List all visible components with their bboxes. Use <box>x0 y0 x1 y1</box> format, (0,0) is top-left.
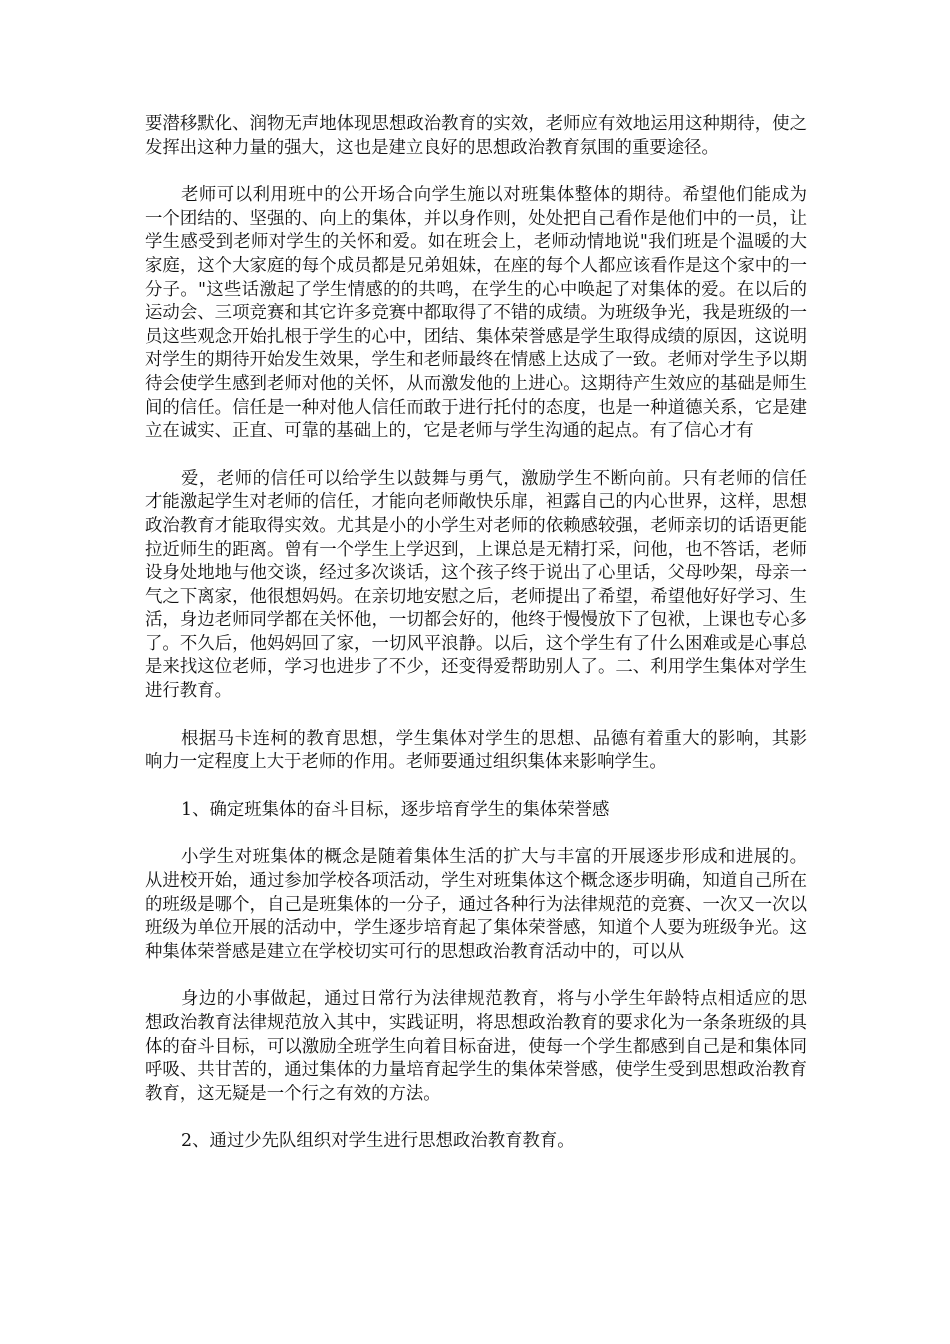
section-heading: 1、确定班集体的奋斗目标，逐步培育学生的集体荣誉感 <box>181 799 610 820</box>
section-heading: 2、通过少先队组织对学生进行思想政治教育教育。 <box>181 1131 575 1152</box>
paragraph: 身边的小事做起，通过日常行为法律规范教育，将与小学生年龄特点相适应的思想政治教育法律规范放入其中，实践证明，将思想政治教育的要求化为一条条班级的具体的奋斗目标，可以激励全班学生向着目标奋进，使每一个学生都感到自己是和集体同呼吸、共甘苦的，通过集体的力量培育起学生的集体荣誉感，使学生受到思想政治教育教育，这无疑是一个行之有效的方法。 <box>145 989 807 1104</box>
paragraph: 老师可以利用班中的公开场合向学生施以对班集体整体的期待。希望他们能成为一个团结的、坚强的、向上的集体，并以身作则，处处把自己看作是他们中的一员，让学生感受到老师对学生的关怀和爱。如在班会上，老师动情地说"我们班是个温暖的大家庭，这个大家庭的每个成员都是兄弟姐妹，在座的每个人都应该看作是这个家中的一分子。"这些话激起了学生情感的的共鸣，在学生的心中唤起了对集体的爱。在以后的运动会、三项竞赛和其它许多竞赛中都取得了不错的成绩。为班级争光，我是班级的一员这些观念开始扎根于学生的心中，团结、集体荣誉感是学生取得成绩的原因，这说明对学生的期待开始发生效果，学生和老师最终在情感上达成了一致。老师对学生予以期待会使学生感到老师对他的关怀，从而激发他的上进心。这期待产生效应的基础是师生间的信任。信任是一种对他人信任而敢于进行托付的态度，也是一种道德关系，它是建立在诚实、正直、可靠的基础上的，它是老师与学生沟通的起点。有了信心才有 <box>145 185 807 442</box>
paragraph: 小学生对班集体的概念是随着集体生活的扩大与丰富的开展逐步形成和进展的。从进校开始，通过参加学校各项活动，学生对班集体这个概念逐步明确，知道自己所在的班级是哪个，自己是班集体的一分子，通过各种行为法律规范的竞赛、一次又一次以班级为单位开展的活动中，学生逐步培育起了集体荣誉感，知道个人要为班级争光。这种集体荣誉感是建立在学校切实可行的思想政治教育活动中的，可以从 <box>145 847 807 962</box>
paragraph: 根据马卡连柯的教育思想，学生集体对学生的思想、品德有着重大的影响，其影响力一定程度上大于老师的作用。老师要通过组织集体来影响学生。 <box>145 728 807 773</box>
paragraph: 要潜移默化、润物无声地体现思想政治教育的实效，老师应有效地运用这种期待，使之发挥出这种力量的强大，这也是建立良好的思想政治教育氛围的重要途径。 <box>145 114 807 158</box>
document-body <box>145 113 807 1178</box>
paragraph: 爱，老师的信任可以给学生以鼓舞与勇气，激励学生不断向前。只有老师的信任才能激起学生对老师的信任，才能向老师敞快乐扉，袒露自己的内心世界，这样，思想政治教育才能取得实效。尤其是小的小学生对老师的依赖感较强，老师亲切的话语更能拉近师生的距离。曾有一个学生上学迟到，上课总是无精打采，问他，也不答话，老师设身处地地与他交谈，经过多次谈话，这个孩子终于说出了心里话，父母吵架，母亲一气之下离家，他很想妈妈。在亲切地安慰之后，老师提出了希望，希望他好好学习、生活，身边老师同学都在关怀他，一切都会好的，他终于慢慢放下了包袱，上课也专心多了。不久后，他妈妈回了家，一切风平浪静。以后，这个学生有了什么困难或是心事总是来找这位老师，学习也进步了不少，还变得爱帮助别人了。二、利用学生集体对学生进行教育。 <box>145 468 807 702</box>
